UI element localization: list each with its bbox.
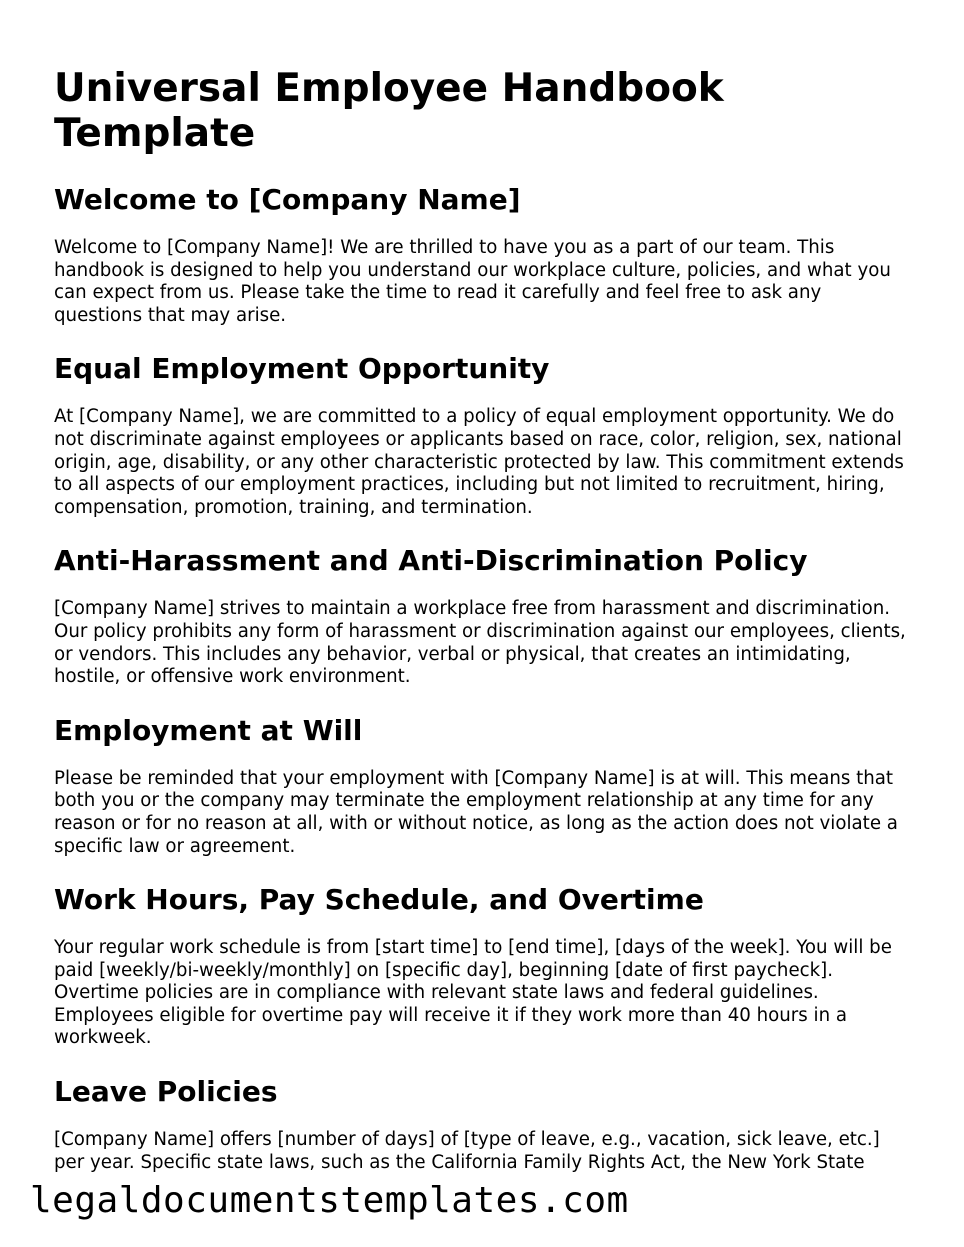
section-heading: Employment at Will: [54, 713, 363, 747]
section-heading: Welcome to [Company Name]: [54, 183, 521, 216]
section-body: Welcome to [Company Name]! We are thrilled to have you as a part of our team. This handbook is designed to help you understand our workplace culture, policies, and what you can expect from us. Please take the time to read it carefully and feel free to ask any questions that may arise.: [54, 237, 891, 326]
section-body: [Company Name] offers [number of days] of [type of leave, e.g., vacation, sick leave, etc.] per year. Specific state laws, such as the California Family Rights Act, the New York State: [54, 1129, 880, 1173]
section-employment-at-will: [54, 714, 914, 858]
document-title: Universal Employee Handbook Template: [54, 66, 724, 156]
section-anti-harassment: [54, 544, 914, 688]
section-welcome: [54, 183, 914, 327]
section-body: Your regular work schedule is from [start time] to [end time], [days of the week]. You will be paid [weekly/bi-weekly/monthly] on [specific day], beginning [date of first paycheck]. Overtime policies are in compliance with relevant state laws and federal guidelines. Employees eligible for overtime pay will receive it if they work more than 40 hours in a workweek.: [54, 937, 892, 1049]
document-page: [54, 66, 914, 1199]
section-heading: Work Hours, Pay Schedule, and Overtime: [54, 883, 704, 917]
section-heading: Anti-Harassment and Anti-Discrimination Policy: [54, 544, 808, 578]
section-body: At [Company Name], we are committed to a policy of equal employment opportunity. We do not discriminate against employees or applicants based on race, color, religion, sex, national origin, age, disability, or any other characteristic protected by law. This commitment extends to all aspects of our employment practices, including but not limited to recruitment, hiring, compensation, promotion, training, and termination.: [54, 406, 904, 518]
section-heading: Equal Employment Opportunity: [54, 352, 550, 386]
section-equal-employment: [54, 352, 914, 519]
watermark-text: legaldocumentstemplates.com: [30, 1180, 629, 1221]
section-body: Please be reminded that your employment with [Company Name] is at will. This means that both you or the company may terminate the employment relationship at any time for any reason or for no reason at all, with or without notice, as long as the action does not violate a specific law or agreement.: [54, 767, 898, 857]
section-body: [Company Name] strives to maintain a workplace free from harassment and discrimination. Our policy prohibits any form of harassment or discrimination against our employees, clients, or vendors. This includes any behavior, verbal or physical, that creates an intimidating, hostile, or offensive work environment.: [54, 598, 906, 688]
section-leave-policies: [54, 1075, 914, 1174]
section-work-hours: [54, 883, 914, 1050]
section-heading: Leave Policies: [54, 1075, 278, 1109]
watermark-banner: [0, 1176, 964, 1247]
